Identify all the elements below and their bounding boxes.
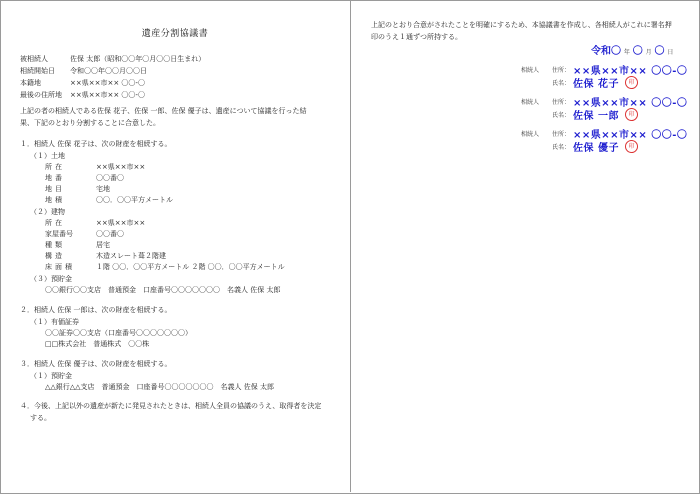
building-location-label: 所在 [45, 219, 65, 227]
land-location-value: ××県××市×× [96, 163, 146, 171]
date-month-unit: 月 [645, 49, 652, 56]
seal-mark: 印 [625, 108, 638, 121]
signer-role: 相続人 [521, 131, 540, 138]
land-lot-value: 〇〇番〇 [96, 174, 124, 182]
section-3-deposit-text: △△銀行△△支店 普通預金 口座番号〇〇〇〇〇〇〇 名義人 佐保 太郎 [45, 383, 274, 391]
date-month: 〇 [632, 46, 643, 57]
date-day-unit: 日 [667, 49, 674, 56]
building-structure-value: 木造スレート葺２階建 [96, 252, 166, 260]
section-3-deposit-heading: （１）預貯金 [30, 372, 72, 380]
signer-address: ××県××市×× 〇〇-〇 [573, 66, 688, 77]
closing-text-2: 印のうえ１通ずつ所持する。 [371, 33, 462, 41]
land-category-label: 地目 [45, 185, 65, 193]
intro-text-1: 上記の者の相続人である佐保 花子、佐保 一郎、佐保 優子は、遺産について協議を行った結 [20, 107, 307, 115]
building-heading: （２）建物 [30, 208, 65, 216]
building-type-value: 居宅 [96, 241, 110, 249]
building-floor-area-value: １階 〇〇．〇〇平方メートル ２階 〇〇．〇〇平方メートル [96, 263, 285, 271]
inheritance-date-value: 令和〇〇年〇〇月〇〇日 [70, 67, 147, 75]
domicile-value: ××県××市×× 〇〇-〇 [70, 79, 145, 87]
date-era: 令和 [591, 46, 611, 57]
seal-mark: 印 [625, 140, 638, 153]
building-structure-label: 構造 [45, 252, 65, 260]
signer-name: 佐保 一郎 [573, 111, 619, 122]
deposit-text: 〇〇銀行〇〇支店 普通預金 口座番号〇〇〇〇〇〇〇 名義人 佐保 太郎 [45, 286, 281, 294]
address-label: 住所： [552, 131, 571, 138]
land-category-value: 宅地 [96, 185, 110, 193]
signer-role: 相続人 [521, 99, 540, 106]
section-4-text-2: する。 [30, 414, 51, 422]
date-day: 〇 [654, 46, 665, 57]
decedent-value: 佐保 太郎（昭和〇〇年〇月〇〇日生まれ） [70, 55, 206, 63]
land-location-label: 所在 [45, 163, 65, 171]
land-lot-label: 地番 [45, 174, 65, 182]
seal-mark: 印 [625, 76, 638, 89]
name-label: 氏名： [552, 144, 571, 151]
signer-address: ××県××市×× 〇〇-〇 [573, 130, 688, 141]
securities-account: 〇〇証券〇〇支店（口座番号〇〇〇〇〇〇〇） [45, 329, 192, 337]
building-number-value: 〇〇番〇 [96, 230, 124, 238]
closing-text-1: 上記のとおり合意がされたことを明確にするため、本協議書を作成し、各相続人がこれに署名押 [371, 21, 672, 29]
signer-address: ××県××市×× 〇〇-〇 [573, 98, 688, 109]
signing-date [591, 42, 673, 57]
inheritance-date-label: 相続開始日 [20, 67, 55, 75]
address-label: 住所： [552, 99, 571, 106]
left-page [0, 0, 350, 492]
land-heading: （１）土地 [30, 152, 65, 160]
intro-text-2: 果、下記のとおり分割することに合意した。 [20, 119, 160, 127]
signer-name: 佐保 花子 [573, 79, 619, 90]
name-label: 氏名： [552, 80, 571, 87]
document-title: 遺産分割協議書 [141, 29, 209, 39]
date-year: 〇 [611, 46, 621, 57]
address-label: 住所： [552, 67, 571, 74]
section-3-heading: ３．相続人 佐保 優子は、次の財産を相続する。 [20, 360, 172, 368]
deposit-heading: （３）預貯金 [30, 275, 72, 283]
date-year-unit: 年 [623, 49, 630, 56]
decedent-label: 被相続人 [20, 55, 48, 63]
last-address-label: 最後の住所地 [20, 91, 62, 99]
securities-heading: （１）有価証券 [30, 318, 79, 326]
right-page [351, 0, 698, 492]
last-address-value: ××県××市×× 〇〇-〇 [70, 91, 145, 99]
building-location-value: ××県××市×× [96, 219, 146, 227]
building-type-label: 種類 [45, 241, 65, 249]
land-area-label: 地積 [45, 196, 65, 204]
domicile-label: 本籍地 [20, 79, 41, 87]
land-area-value: 〇〇．〇〇平方メートル [96, 196, 173, 204]
building-number-label: 家屋番号 [45, 230, 73, 238]
signer-role: 相続人 [521, 67, 540, 74]
section-2-heading: ２．相続人 佐保 一郎は、次の財産を相続する。 [20, 306, 172, 314]
section-1-heading: １．相続人 佐保 花子は、次の財産を相続する。 [20, 140, 172, 148]
building-floor-area-label: 床面積 [45, 263, 75, 271]
securities-shares: □□株式会社 普通株式 〇〇株 [45, 340, 150, 348]
name-label: 氏名： [552, 112, 571, 119]
section-4-text-1: ４．今後、上記以外の遺産が新たに発見されたときは、相続人全員の協議のうえ、取得者を決定 [20, 402, 322, 410]
signer-name: 佐保 優子 [573, 143, 619, 154]
